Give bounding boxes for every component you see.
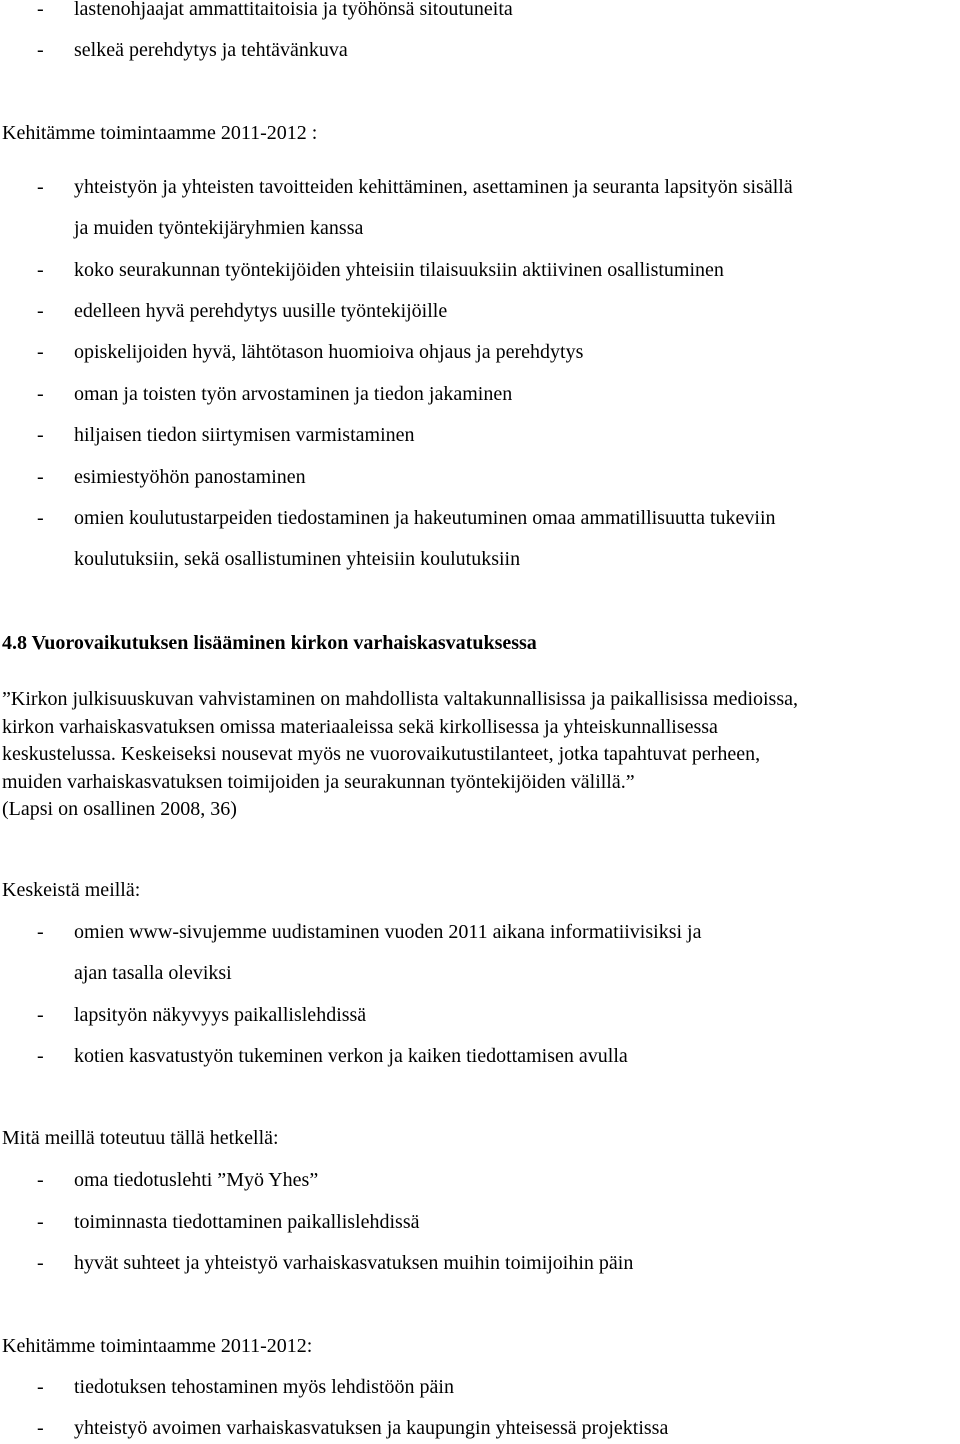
list-item-text: hyvät suhteet ja yhteistyö varhaiskasvatuksen muihin toimijoihin päin (74, 1252, 634, 1274)
list-item-continuation: ja muiden työntekijäryhmien kanssa (74, 217, 364, 239)
development-heading-1: Kehitämme toimintaamme 2011-2012 : (2, 122, 318, 144)
list-item-text: omien www-sivujemme uudistaminen vuoden 2011 aikana informatiivisiksi ja (74, 921, 702, 943)
list-item-text: lapsityön näkyvyys paikallislehdissä (74, 1004, 367, 1026)
list-dash: - (37, 921, 44, 943)
list-item-text: lastenohjaajat ammattitaitoisia ja työhönsä sitoutuneita (74, 0, 513, 20)
list-dash: - (37, 507, 44, 529)
list-item-text: toiminnasta tiedottaminen paikallislehdissä (74, 1211, 420, 1233)
list-item-continuation: ajan tasalla oleviksi (74, 962, 232, 984)
list-dash: - (37, 1211, 44, 1233)
list-dash: - (37, 39, 44, 61)
list-item-text: koko seurakunnan työntekijöiden yhteisiin tilaisuuksiin aktiivinen osallistuminen (74, 259, 724, 281)
list-item-text: omien koulutustarpeiden tiedostaminen ja hakeutuminen omaa ammatillisuutta tukeviin (74, 507, 776, 529)
list-dash: - (37, 176, 44, 198)
list-dash: - (37, 1252, 44, 1274)
development-heading-2: Kehitämme toimintaamme 2011-2012: (2, 1335, 313, 1357)
list-item-text: opiskelijoiden hyvä, lähtötason huomioiva ohjaus ja perehdytys (74, 341, 584, 363)
quote-line: kirkon varhaiskasvatuksen omissa materiaaleissa sekä kirkollisessa ja yhteiskunnallisessa (2, 715, 718, 738)
list-item-text: oman ja toisten työn arvostaminen ja tiedon jakaminen (74, 383, 513, 405)
quote-citation: (Lapsi on osallinen 2008, 36) (2, 798, 237, 821)
list-dash: - (37, 1169, 44, 1191)
quote-line: keskustelussa. Keskeiseksi nousevat myös ne vuorovaikutustilanteet, jotka tapahtuvat perheen, (2, 743, 761, 766)
list-dash: - (37, 259, 44, 281)
list-item-text: esimiestyöhön panostaminen (74, 466, 306, 488)
quote-block (2, 686, 958, 824)
list-item-text: kotien kasvatustyön tukeminen verkon ja kaiken tiedottamisen avulla (74, 1045, 628, 1067)
list-dash: - (37, 424, 44, 446)
list-dash: - (37, 0, 44, 20)
quote-line: muiden varhaiskasvatuksen toimijoiden ja seurakunnan työntekijöiden välillä.” (2, 770, 635, 793)
current-heading: Mitä meillä toteutuu tällä hetkellä: (2, 1127, 279, 1149)
list-item-text: edelleen hyvä perehdytys uusille työntekijöille (74, 300, 448, 322)
list-item-text: oma tiedotuslehti ”Myö Yhes” (74, 1169, 319, 1191)
list-dash: - (37, 1004, 44, 1026)
list-dash: - (37, 1045, 44, 1067)
quote-line: ”Kirkon julkisuuskuvan vahvistaminen on mahdollista valtakunnallisissa ja paikallisissa medioissa, (2, 688, 798, 710)
list-dash: - (37, 300, 44, 322)
list-item-text: yhteistyö avoimen varhaiskasvatuksen ja kaupungin yhteisessä projektissa (74, 1417, 669, 1439)
list-dash: - (37, 383, 44, 405)
list-dash: - (37, 466, 44, 488)
list-dash: - (37, 1376, 44, 1398)
list-dash: - (37, 1417, 44, 1439)
list-item-text: hiljaisen tiedon siirtymisen varmistaminen (74, 424, 415, 446)
list-item-text: selkeä perehdytys ja tehtävänkuva (74, 39, 348, 61)
list-item-text: yhteistyön ja yhteisten tavoitteiden kehittäminen, asettaminen ja seuranta lapsityön sisällä (74, 176, 793, 198)
key-heading: Keskeistä meillä: (2, 879, 141, 901)
list-dash: - (37, 341, 44, 363)
list-item-text: tiedotuksen tehostaminen myös lehdistöön päin (74, 1376, 454, 1398)
list-item-continuation: koulutuksiin, sekä osallistuminen yhteisiin koulutuksiin (74, 548, 521, 570)
section-heading: 4.8 Vuorovaikutuksen lisääminen kirkon varhaiskasvatuksessa (2, 632, 537, 654)
